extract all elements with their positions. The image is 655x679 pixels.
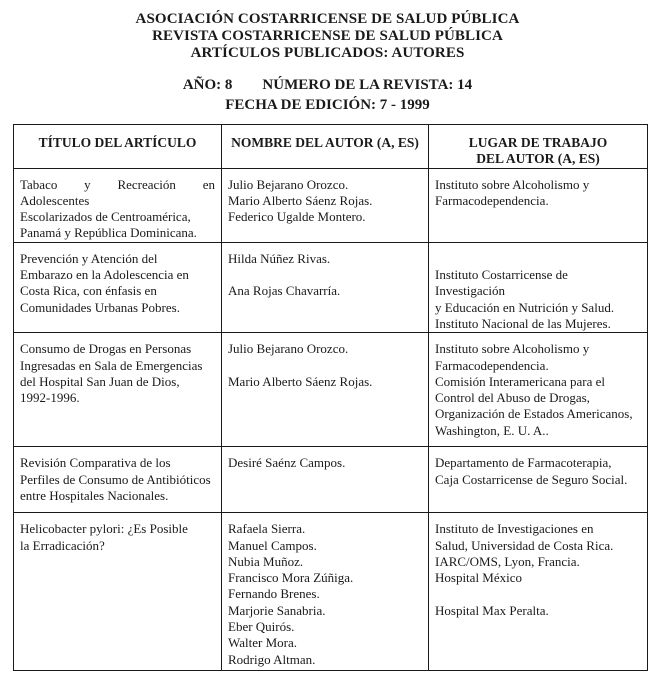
author-names-cell	[222, 513, 429, 671]
author-name: Hilda Núñez Rivas.	[228, 250, 331, 266]
table-row	[14, 513, 648, 671]
title-line: Prevención y Atención del	[20, 250, 158, 266]
blank-line	[435, 586, 641, 602]
title-line: la Erradicación?	[20, 537, 105, 553]
workplace-line: Caja Costarricense de Seguro Social.	[435, 471, 628, 487]
author-name: Julio Bejarano Orozco.	[228, 341, 349, 357]
table-header-row	[14, 125, 648, 169]
workplace-line: Farmacodependencia.	[435, 357, 549, 373]
title-line: Comunidades Urbanas Pobres.	[20, 299, 180, 315]
workplace-line: Instituto sobre Alcoholismo y	[435, 176, 590, 192]
author-names-cell	[222, 447, 429, 513]
table-row	[14, 447, 648, 513]
edition-date: FECHA DE EDICIÓN: 7 - 1999	[225, 97, 430, 113]
header-workplace-column	[429, 125, 648, 169]
author-name: Julio Bejarano Orozco.	[228, 176, 349, 192]
article-title-cell	[14, 168, 222, 242]
header-title-column: TÍTULO DEL ARTÍCULO	[14, 125, 222, 169]
workplace-line: Salud, Universidad de Costa Rica.	[435, 537, 614, 553]
title-line: Helicobacter pylori: ¿Es Posible	[20, 521, 188, 537]
table-row	[14, 242, 648, 332]
title-line: Panamá y República Dominicana.	[20, 225, 197, 241]
title-line: Costa Rica, con énfasis en	[20, 283, 157, 299]
workplace-line: Farmacodependencia.	[435, 192, 549, 208]
title-line: Ingresadas en Sala de Emergencias	[20, 357, 203, 373]
header-workplace-line2: DEL AUTOR (A, ES)	[476, 151, 600, 167]
blank-line	[228, 358, 422, 374]
workplace-line: Instituto Costarricense de Investigación	[435, 267, 568, 299]
issue-label: NÚMERO DE LA REVISTA: 14	[262, 77, 473, 93]
author-name: Ana Rojas Chavarría.	[228, 283, 341, 299]
blank-line	[228, 267, 422, 283]
table-row	[14, 168, 648, 242]
author-name: Mario Alberto Sáenz Rojas.	[228, 373, 373, 389]
workplace-line: Hospital Max Peralta.	[435, 602, 549, 618]
author-name: Rafaela Sierra.	[228, 521, 306, 537]
header-journal: REVISTA COSTARRICENSE DE SALUD PÚBLICA	[152, 28, 503, 44]
author-name: Francisco Mora Zúñiga.	[228, 570, 354, 586]
workplace-line: Departamento de Farmacoterapia,	[435, 455, 612, 471]
title-line: Embarazo en la Adolescencia en	[20, 267, 189, 283]
title-line: 1992-1996.	[20, 390, 80, 406]
title-line: Revisión Comparativa de los	[20, 455, 171, 471]
author-name: Manuel Campos.	[228, 537, 317, 553]
title-line: entre Hospitales Nacionales.	[20, 487, 169, 503]
title-line: Consumo de Drogas en Personas	[20, 341, 192, 357]
author-names-cell	[222, 333, 429, 447]
header-organization: ASOCIACIÓN COSTARRICENSE DE SALUD PÚBLICA	[135, 11, 520, 27]
workplace-line: Hospital México	[435, 570, 523, 586]
header-workplace-line1: LUGAR DE TRABAJO	[468, 135, 608, 150]
author-name: Mario Alberto Sáenz Rojas.	[228, 192, 373, 208]
workplace-line: Washington, E. U. A..	[435, 422, 549, 438]
article-title-cell	[14, 242, 222, 332]
workplace-line: Instituto sobre Alcoholismo y	[435, 341, 590, 357]
workplace-cell	[429, 447, 648, 513]
table-row	[14, 333, 648, 447]
articles-table	[13, 124, 648, 671]
workplace-line: y Educación en Nutrición y Salud.	[435, 299, 615, 315]
title-line: Tabaco y Recreación en Adolescentes	[20, 176, 215, 208]
author-name: Fernando Brenes.	[228, 586, 320, 602]
workplace-line: Instituto de Investigaciones en	[435, 521, 594, 537]
year-label: AÑO: 8	[182, 77, 233, 93]
author-name: Rodrigo Altman.	[228, 651, 316, 667]
author-name: Eber Quirós.	[228, 619, 295, 635]
workplace-line: Organización de Estados Americanos,	[435, 406, 633, 422]
workplace-line: Comisión Interamericana para el	[435, 373, 606, 389]
workplace-line: Control del Abuso de Drogas,	[435, 390, 590, 406]
author-name: Nubia Muñoz.	[228, 553, 304, 569]
article-title-cell	[14, 447, 222, 513]
workplace-cell	[429, 242, 648, 332]
workplace-cell	[429, 513, 648, 671]
author-name: Desiré Saénz Campos.	[228, 455, 346, 471]
article-title-cell	[14, 513, 222, 671]
author-name: Federico Ugalde Montero.	[228, 209, 366, 225]
author-names-cell	[222, 168, 429, 242]
blank-line	[435, 251, 641, 267]
workplace-line: Instituto Nacional de las Mujeres.	[435, 315, 611, 331]
article-title-cell	[14, 333, 222, 447]
author-name: Marjorie Sanabria.	[228, 602, 326, 618]
header-subtitle: ARTÍCULOS PUBLICADOS: AUTORES	[190, 45, 465, 61]
issue-info	[0, 77, 655, 94]
header-author-column: NOMBRE DEL AUTOR (A, ES)	[222, 125, 429, 169]
workplace-line: IARC/OMS, Lyon, Francia.	[435, 553, 580, 569]
title-line: del Hospital San Juan de Dios,	[20, 373, 180, 389]
title-line: Escolarizados de Centroamérica,	[20, 209, 191, 225]
workplace-cell	[429, 333, 648, 447]
author-names-cell	[222, 242, 429, 332]
title-line: Perfiles de Consumo de Antibióticos	[20, 471, 211, 487]
workplace-cell	[429, 168, 648, 242]
author-name: Walter Mora.	[228, 635, 297, 651]
